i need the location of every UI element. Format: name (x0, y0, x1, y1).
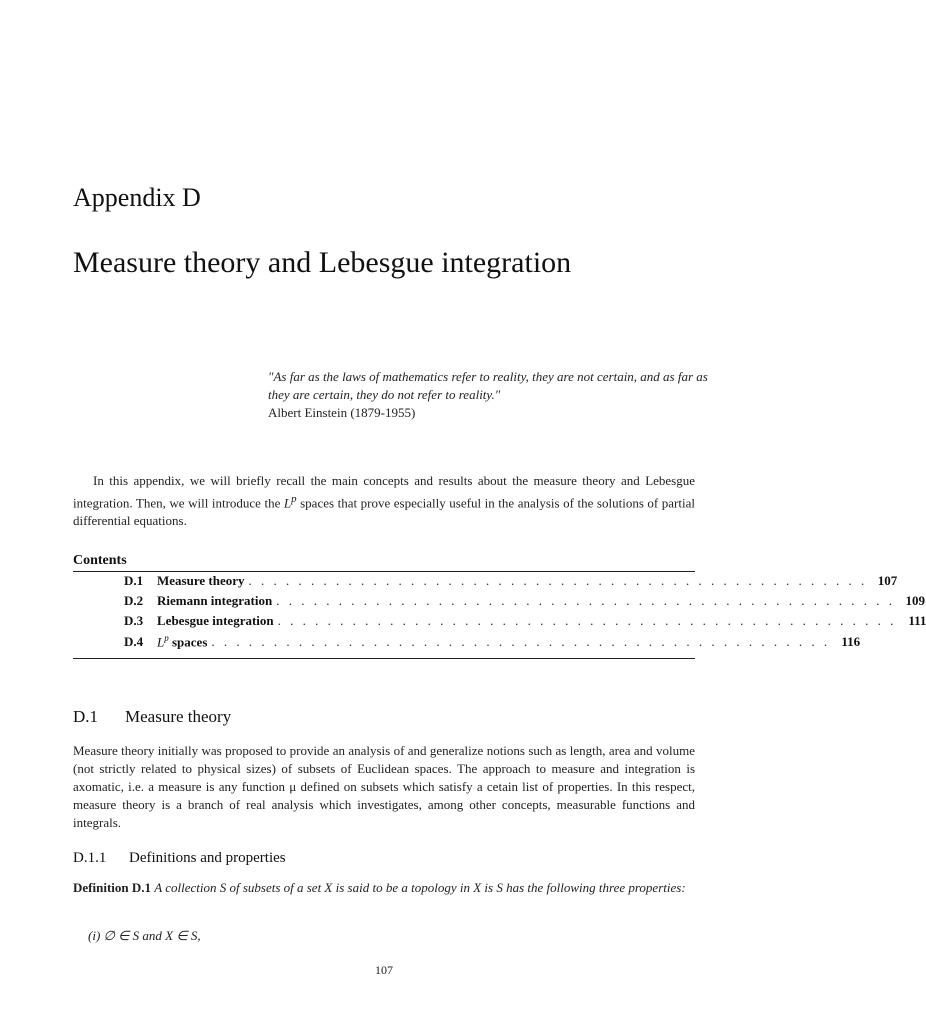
toc-entry-page: 109 (905, 593, 925, 608)
contents-title: Contents (73, 553, 127, 568)
definition-text: A collection S of subsets of a set X is said to be a topology in X is S has the following three properties: (154, 880, 686, 895)
intro-text-before: In this appendix, we will briefly recall the main concepts and results about the measure theory and Lebesgue integration. Then, we will introduce the (73, 473, 695, 511)
toc-entry-page: 107 (877, 573, 898, 588)
epigraph (268, 368, 708, 422)
toc-entry[interactable] (124, 593, 925, 613)
section-heading (73, 707, 231, 727)
toc-entry-number: D.4 (124, 634, 144, 650)
toc-entry-number: D.1 (124, 573, 144, 588)
toc-entry-title: Riemann integration (157, 593, 273, 608)
toc-entry-title (157, 633, 211, 650)
intro-paragraph (73, 472, 695, 530)
definition-block (73, 879, 695, 897)
toc-leader-dots: . . . . . . . . . . . . . . . . . . . . . . . . . . . . . . . . . . . . . . . . . . . . . . . . . . (248, 573, 868, 588)
section-number: D.1 (73, 707, 99, 726)
toc-lp-exp: p (164, 633, 169, 643)
intro-text-after: spaces that prove especially useful in the analysis of the solutions of partial differential equations. (73, 495, 695, 529)
definition-item-i: (i) ∅ ∈ S and X ∈ S, (88, 928, 201, 943)
epigraph-author: Albert Einstein (1879-1955) (268, 405, 416, 420)
section-title: Measure theory (125, 707, 232, 726)
subsection-heading (73, 850, 286, 867)
appendix-label: Appendix D (73, 183, 201, 212)
toc-entry[interactable] (124, 613, 926, 633)
intro-lp-base: L (283, 495, 292, 511)
toc-lp-base: L (157, 634, 165, 650)
subsection-number: D.1.1 (73, 850, 107, 866)
toc-entry[interactable] (124, 633, 861, 653)
contents-bottom-rule (73, 658, 695, 659)
definition-label: Definition D.1 (73, 880, 151, 895)
page-number: 107 (375, 963, 393, 977)
toc-leader-dots: . . . . . . . . . . . . . . . . . . . . . . . . . . . . . . . . . . . . . . . . . . . . . . . . . . (211, 634, 831, 650)
subsection-title: Definitions and properties (129, 850, 286, 866)
toc-entry-number: D.2 (124, 593, 144, 608)
section-paragraph: Measure theory initially was proposed to provide an analysis of and generalize notions such as length, area and volume (not strictly related to physical sizes) of subsets of Euclidean spaces. The approach to measure and integration is axomatic, i.e. a measure is any function μ defined on subsets which satisfy a cetain list of properties. In this respect, measure theory is a branch of real analysis which investigates, among other concepts, measurable functions and integrals. (73, 743, 695, 830)
toc-lp-rest: spaces (168, 634, 208, 650)
chapter-title: Measure theory and Lebesgue integration (73, 246, 572, 279)
contents-top-rule (73, 571, 695, 572)
toc-entry-page: 111 (908, 613, 926, 628)
toc-entry-title: Measure theory (157, 573, 245, 588)
toc-entry-number: D.3 (124, 613, 144, 628)
toc-leader-dots: . . . . . . . . . . . . . . . . . . . . . . . . . . . . . . . . . . . . . . . . . . . . . . . . . . (277, 613, 897, 628)
toc-entry-title: Lebesgue integration (157, 613, 274, 628)
epigraph-quote: "As far as the laws of mathematics refer to reality, they are not certain, and as far as they are certain, they do not refer to reality." (268, 369, 708, 402)
toc-entry[interactable] (124, 573, 898, 593)
table-of-contents (124, 573, 926, 653)
toc-entry-page: 116 (841, 634, 861, 650)
intro-lp-exp: p (291, 493, 297, 505)
toc-leader-dots: . . . . . . . . . . . . . . . . . . . . . . . . . . . . . . . . . . . . . . . . . . . . . . . . . . (276, 593, 895, 608)
